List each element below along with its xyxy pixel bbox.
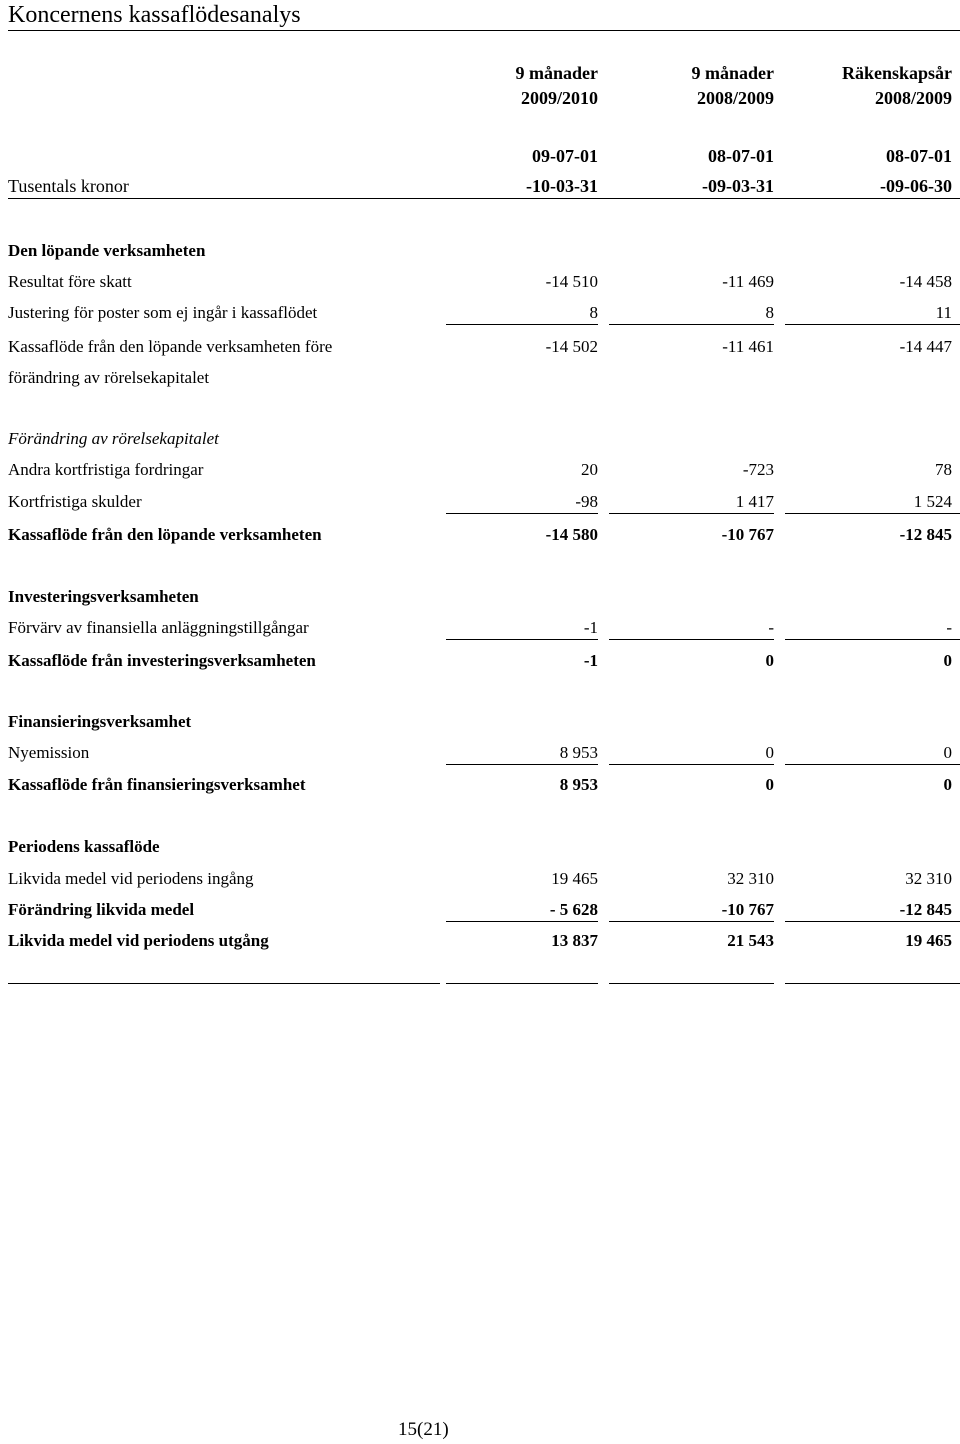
row-value-col3: -: [946, 618, 952, 637]
col2-period: 9 månader: [691, 63, 774, 83]
row-value-col1: -14 510: [545, 272, 598, 291]
col3-period: Räkenskapsår: [841, 63, 952, 83]
footer-rule: [609, 983, 774, 984]
row-value-col1: -14 502: [545, 337, 598, 356]
total-row: [0, 772, 960, 798]
row-value-col3: -12 845: [899, 525, 952, 544]
row-label: Förändring likvida medel: [8, 900, 195, 919]
page-title: Koncernens kassaflödesanalys: [8, 2, 301, 28]
row-value-col3: 32 310: [905, 869, 952, 888]
footer-rule: [785, 983, 960, 984]
row-label: Kassaflöde från den löpande verksamheten: [8, 525, 322, 544]
sum-underline: [446, 324, 598, 325]
row-value-col2: 0: [765, 775, 774, 794]
col3-date-from: 08-07-01: [886, 146, 952, 166]
row-value-col3: 0: [943, 651, 952, 670]
row-value-col3: 11: [935, 303, 952, 322]
row-label: Finansieringsverksamhet: [8, 712, 192, 731]
row-label: Nyemission: [8, 743, 90, 762]
row-value-col2: -10 767: [721, 900, 774, 919]
col1-period: 9 månader: [515, 63, 598, 83]
row-value-col1: -14 580: [545, 525, 598, 544]
footer-rule: [446, 983, 598, 984]
table-row: [0, 269, 960, 295]
col2-date-from: 08-07-01: [708, 146, 774, 166]
sum-underline: [446, 764, 598, 765]
row-label: förändring av rörelsekapitalet: [8, 368, 210, 387]
table-row: [0, 489, 960, 515]
sum-underline: [785, 921, 960, 922]
total-row: [0, 928, 960, 954]
row-value-col3: 78: [935, 460, 952, 479]
row-value-col1: 13 837: [551, 931, 598, 950]
sum-underline: [609, 639, 774, 640]
row-value-col2: 1 417: [735, 492, 774, 511]
sum-underline: [785, 513, 960, 514]
table-row: [0, 740, 960, 766]
col1-date-from: 09-07-01: [532, 146, 598, 166]
row-label: Förvärv av finansiella anläggningstillgångar: [8, 618, 309, 637]
row-label: Den löpande verksamheten: [8, 241, 206, 260]
row-value-col2: 0: [765, 743, 774, 762]
sum-underline: [609, 324, 774, 325]
row-label: Andra kortfristiga fordringar: [8, 460, 204, 479]
row-value-col3: 0: [943, 743, 952, 762]
row-label: Förändring av rörelsekapitalet: [8, 429, 219, 448]
row-value-col2: -11 461: [722, 337, 774, 356]
row-value-col2: 8: [765, 303, 774, 322]
sum-underline: [785, 639, 960, 640]
row-value-col3: 19 465: [905, 931, 952, 950]
unit-label: Tusentals kronor: [8, 176, 129, 196]
subsection-heading: [0, 426, 960, 452]
row-value-col1: 8: [589, 303, 598, 322]
total-row: [0, 648, 960, 674]
top-rule: [8, 30, 960, 31]
table-row: [0, 457, 960, 483]
row-label: Kassaflöde från den löpande verksamheten före: [8, 337, 333, 356]
row-value-col1: -98: [575, 492, 598, 511]
table-row: [0, 300, 960, 326]
row-value-col2: 32 310: [727, 869, 774, 888]
row-label: Investeringsverksamheten: [8, 587, 199, 606]
table-row: [0, 334, 960, 360]
sum-underline: [609, 513, 774, 514]
row-value-col1: - 5 628: [549, 900, 598, 919]
section-heading: [0, 238, 960, 264]
row-value-col3: -14 458: [899, 272, 952, 291]
sum-underline: [446, 513, 598, 514]
table-row: [0, 615, 960, 641]
col3-year: 2008/2009: [874, 88, 952, 108]
section-heading: [0, 709, 960, 735]
col2-year: 2008/2009: [696, 88, 774, 108]
row-value-col3: -12 845: [899, 900, 952, 919]
row-value-col1: 19 465: [551, 869, 598, 888]
row-value-col3: -14 447: [899, 337, 952, 356]
total-row: [0, 522, 960, 548]
row-label: Periodens kassaflöde: [8, 837, 160, 856]
row-label: Likvida medel vid periodens utgång: [8, 931, 269, 950]
sum-underline: [785, 764, 960, 765]
col2-date-to: -09-03-31: [702, 176, 774, 196]
row-label: Kassaflöde från finansieringsverksamhet: [8, 775, 306, 794]
row-label: Kortfristiga skulder: [8, 492, 142, 511]
row-value-col1: -1: [583, 618, 598, 637]
table-row: [0, 897, 960, 923]
table-row-continuation: [0, 365, 960, 391]
col1-date-to: -10-03-31: [526, 176, 598, 196]
sum-underline: [446, 921, 598, 922]
row-value-col1: 20: [581, 460, 598, 479]
row-value-col1: -1: [583, 651, 598, 670]
sum-underline: [785, 324, 960, 325]
row-value-col1: 8 953: [559, 743, 598, 762]
section-heading: [0, 584, 960, 610]
footer-rule: [8, 983, 440, 984]
col1-year: 2009/2010: [520, 88, 598, 108]
row-label: Likvida medel vid periodens ingång: [8, 869, 254, 888]
row-value-col3: 1 524: [913, 492, 952, 511]
header-rule: [8, 198, 960, 199]
row-value-col3: 0: [943, 775, 952, 794]
row-value-col2: 21 543: [727, 931, 774, 950]
sum-underline: [446, 639, 598, 640]
row-value-col1: 8 953: [559, 775, 598, 794]
row-label: Justering för poster som ej ingår i kassaflödet: [8, 303, 318, 322]
row-value-col2: -11 469: [722, 272, 774, 291]
row-value-col2: -: [768, 618, 774, 637]
row-value-col2: -10 767: [721, 525, 774, 544]
sum-underline: [609, 764, 774, 765]
row-value-col2: 0: [765, 651, 774, 670]
page-number: 15(21): [398, 1419, 449, 1440]
section-heading: [0, 834, 960, 860]
row-label: Kassaflöde från investeringsverksamheten: [8, 651, 316, 670]
row-value-col2: -723: [742, 460, 774, 479]
table-row: [0, 866, 960, 892]
sum-underline: [609, 921, 774, 922]
row-label: Resultat före skatt: [8, 272, 132, 291]
col3-date-to: -09-06-30: [880, 176, 952, 196]
